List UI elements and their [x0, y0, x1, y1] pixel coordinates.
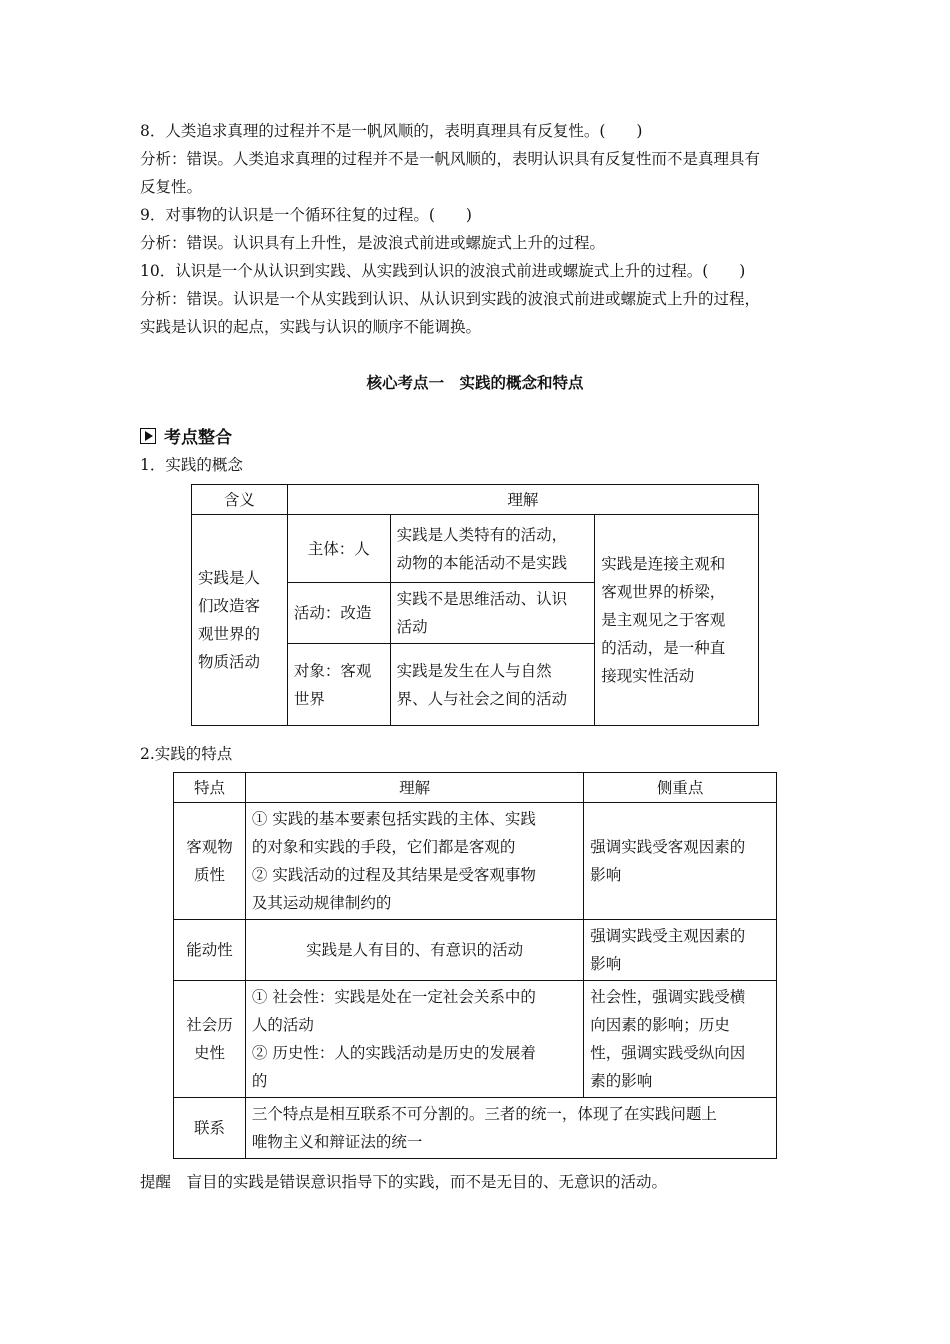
header-feature: 特点: [174, 773, 246, 803]
header-focus: 侧重点: [584, 773, 777, 803]
feature-understanding: ① 社会性：实践是处在一定社会关系中的 人的活动 ② 历史性：人的实践活动是历史的发展着 的: [245, 981, 583, 1098]
feature-name: 能动性: [174, 920, 246, 981]
feature-understanding: 实践是人有目的、有意识的活动: [245, 920, 583, 981]
concept-summary: 实践是连接主观和 客观世界的桥梁， 是主观见之于客观 的活动，是一种直 接现实性活动: [595, 515, 759, 726]
feature-focus: 强调实践受主观因素的 影响: [584, 920, 777, 981]
reminder: 提醒 盲目的实践是错误意识指导下的实践，而不是无目的、无意识的活动。: [140, 1173, 668, 1191]
concept-definition: 实践是人 们改造客 观世界的 物质活动: [192, 515, 288, 726]
question-8: 8．人类追求真理的过程并不是一帆风顺的，表明真理具有反复性。( ): [140, 122, 643, 140]
concept-row-label: 对象：客观 世界: [287, 644, 390, 726]
section-heading: [140, 423, 232, 448]
concept-table: [191, 484, 759, 726]
header-meaning: 含义: [192, 485, 288, 515]
question-9: 9．对事物的认识是一个循环往复的过程。( ): [140, 206, 472, 224]
analysis-10-line-1: 分析：错误。认识是一个从实践到认识、从认识到实践的波浪式前进或螺旋式上升的过程，: [140, 290, 761, 308]
analysis-8-line-2: 反复性。: [140, 178, 203, 196]
relation-label: 联系: [174, 1098, 246, 1159]
section-title: 核心考点一 实践的概念和特点: [366, 374, 584, 392]
question-10: 10．认识是一个从认识到实践、从实践到认识的波浪式前进或螺旋式上升的过程。( ): [140, 262, 746, 280]
concept-row-label: 活动：改造: [287, 583, 390, 644]
analysis-9: 分析：错误。认识具有上升性，是波浪式前进或螺旋式上升的过程。: [140, 234, 606, 252]
analysis-10-line-2: 实践是认识的起点，实践与认识的顺序不能调换。: [140, 318, 482, 336]
relation-text: 三个特点是相互联系不可分割的。三者的统一，体现了在实践问题上 唯物主义和辩证法的统一: [245, 1098, 776, 1159]
analysis-8-line-1: 分析：错误。人类追求真理的过程并不是一帆风顺的，表明认识具有反复性而不是真理具有: [140, 150, 761, 168]
concept-row-label: 主体：人: [287, 515, 390, 583]
feature-understanding: ① 实践的基本要素包括实践的主体、实践 的对象和实践的手段，它们都是客观的 ② 实践活动的过程及其结果是受客观事物 及其运动规律制约的: [245, 803, 583, 920]
feature-name: 社会历 史性: [174, 981, 246, 1098]
feature-focus: 强调实践受客观因素的 影响: [584, 803, 777, 920]
section-heading-text: 考点整合: [164, 428, 232, 448]
concept-row-text: 实践不是思维活动、认识 活动: [390, 583, 595, 644]
features-heading: 2.实践的特点: [140, 745, 233, 763]
features-table: [173, 772, 777, 1159]
concept-row-text: 实践是发生在人与自然 界、人与社会之间的活动: [390, 644, 595, 726]
play-arrow-icon: [140, 428, 156, 444]
concept-row-text: 实践是人类特有的活动， 动物的本能活动不是实践: [390, 515, 595, 583]
concept-heading: 1．实践的概念: [140, 456, 243, 474]
feature-focus: 社会性，强调实践受横 向因素的影响；历史 性，强调实践受纵向因 素的影响: [584, 981, 777, 1098]
feature-name: 客观物 质性: [174, 803, 246, 920]
header-understanding: 理解: [245, 773, 583, 803]
header-understanding: 理解: [287, 485, 758, 515]
